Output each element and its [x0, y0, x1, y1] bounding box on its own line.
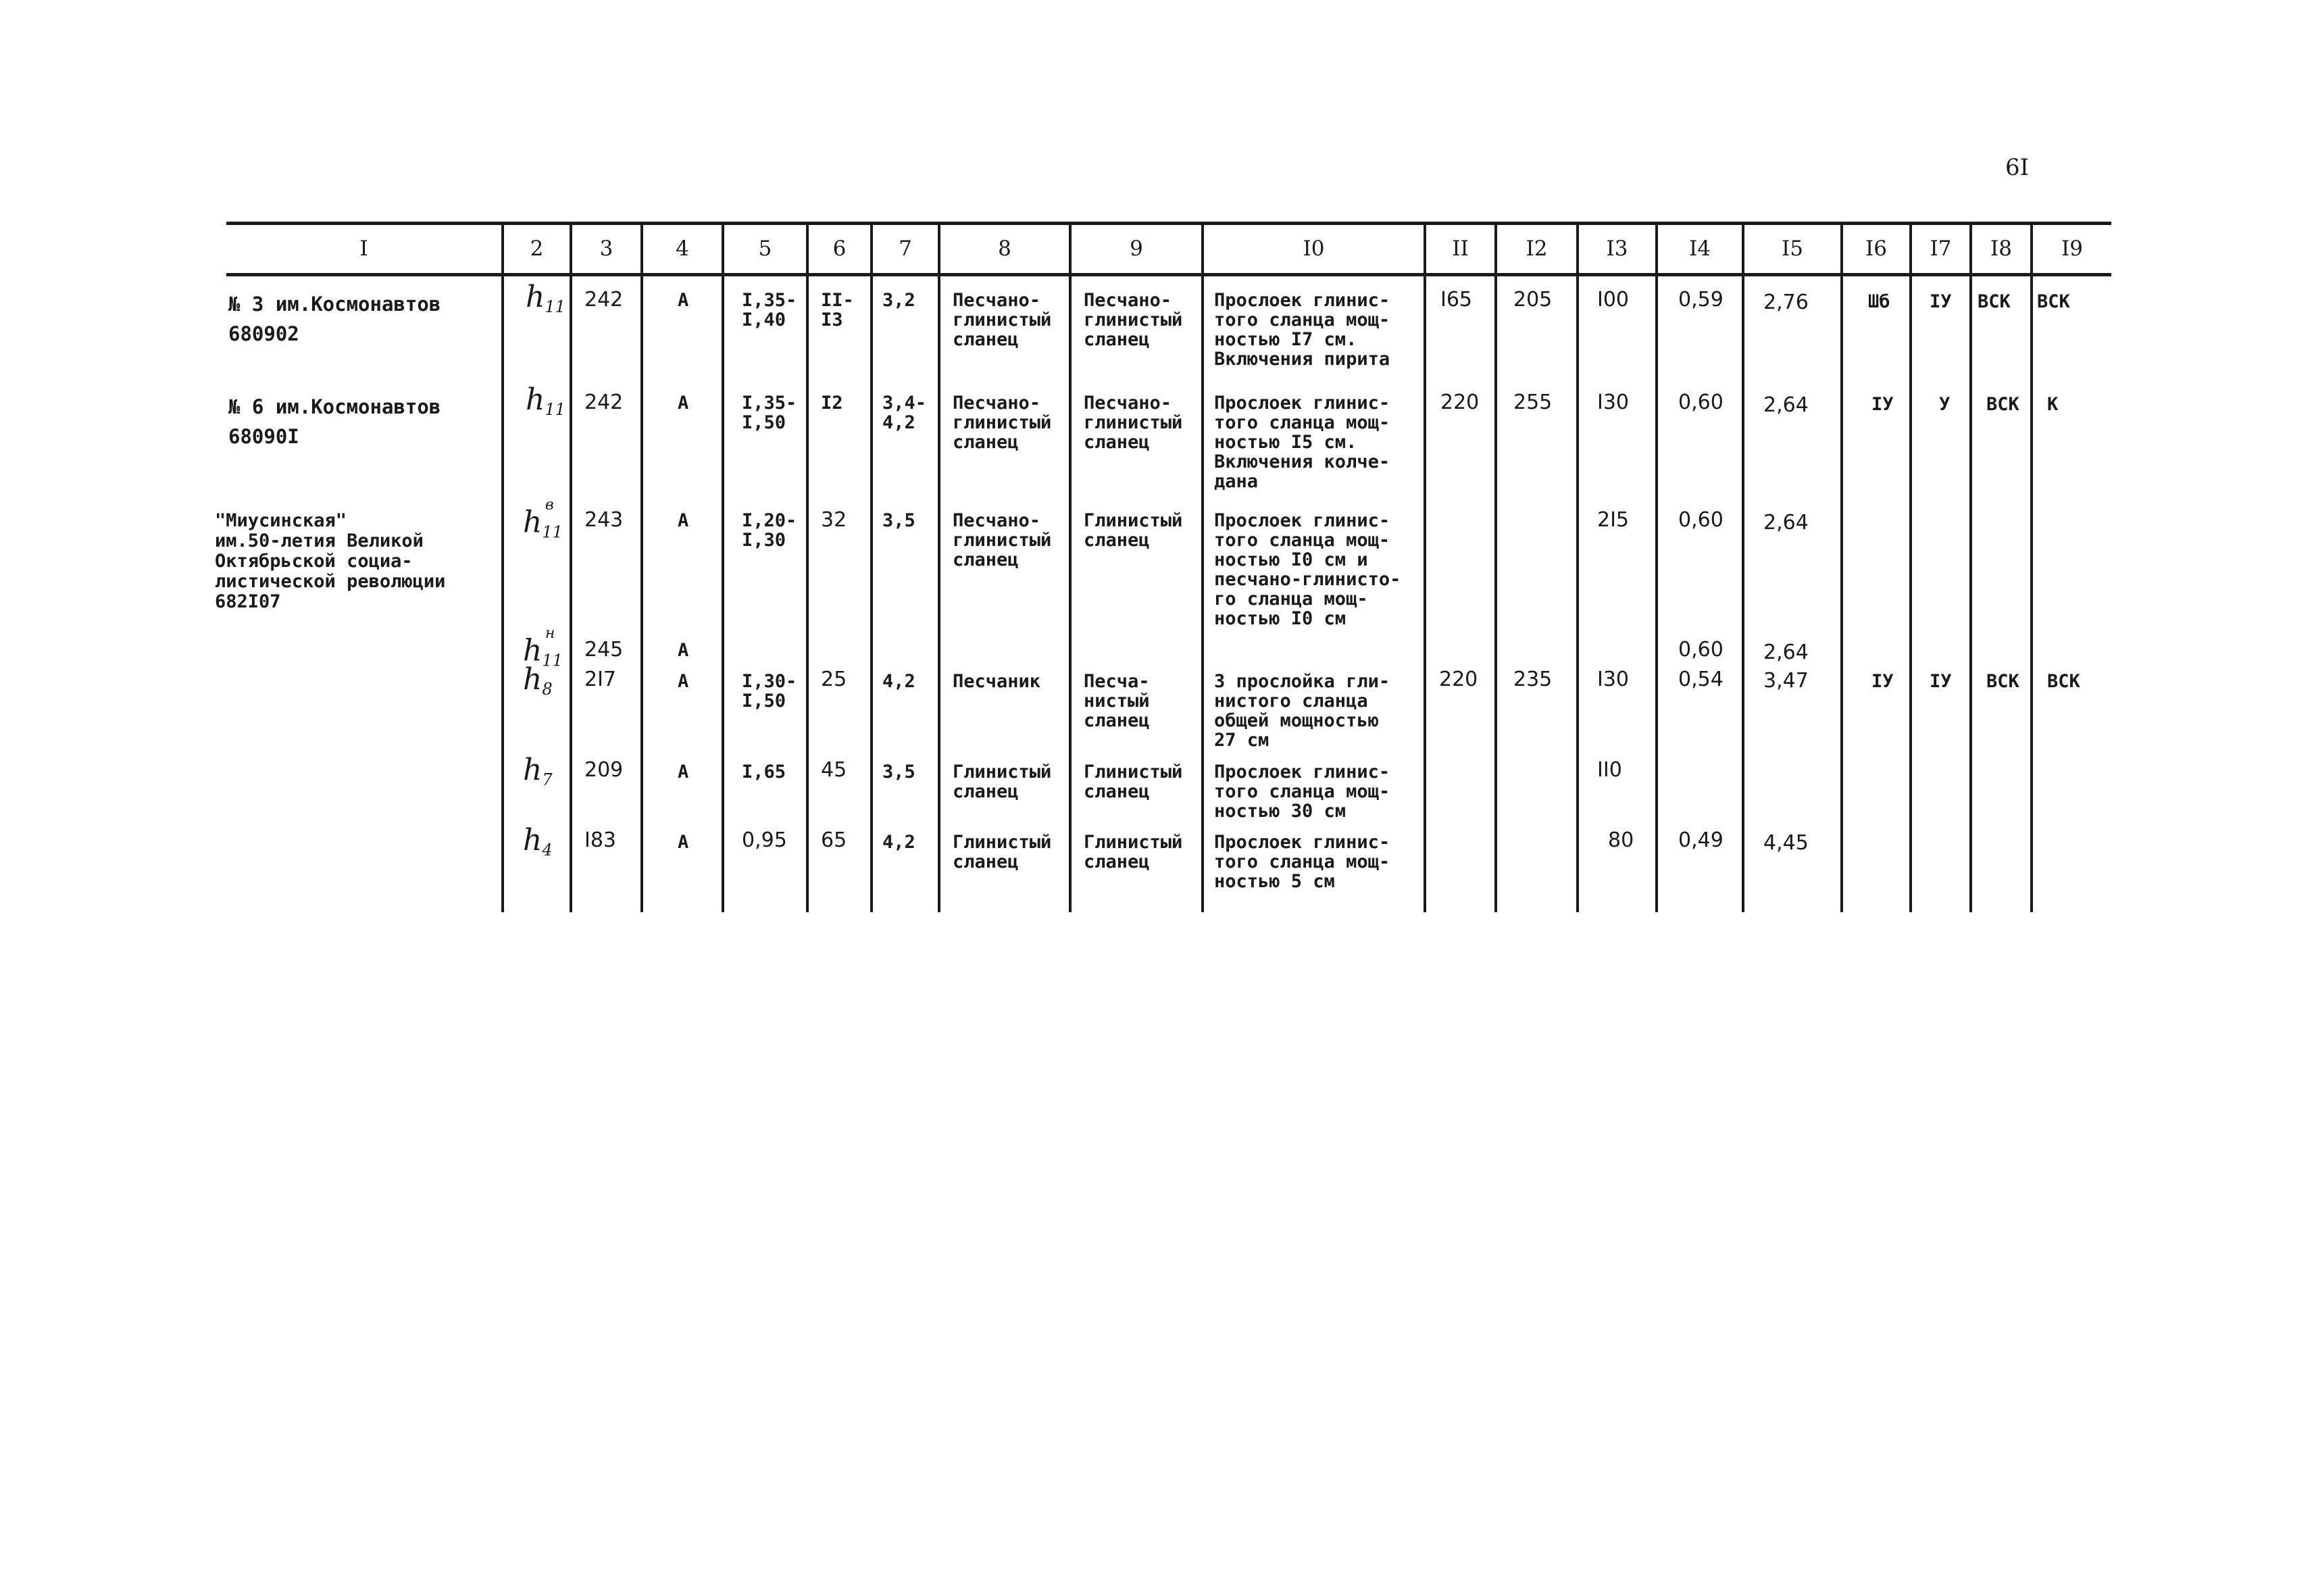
cell-9: Глинистый сланец — [1084, 510, 1183, 551]
cell-13: 80 — [1608, 828, 1634, 852]
column-header: 2 — [530, 236, 544, 261]
column-header: I7 — [1930, 236, 1952, 261]
seam-subscript: 7 — [542, 770, 553, 789]
cell-4: А — [678, 640, 689, 661]
seam-subscript: 11 — [545, 297, 565, 316]
column-divider — [1655, 223, 1658, 912]
cell-4: А — [678, 671, 689, 692]
cell-9: Глинистый сланец — [1084, 832, 1183, 872]
column-header: 3 — [599, 236, 613, 261]
cell-15: 2,64 — [1763, 641, 1809, 664]
seam-index — [523, 497, 563, 547]
cell-5: I,20- I,30 — [742, 510, 797, 551]
column-divider — [1069, 223, 1072, 912]
seam-letter: h — [526, 382, 545, 417]
cell-9: Песчано- глинистый сланец — [1084, 393, 1183, 453]
cell-3: 245 — [584, 638, 624, 662]
seam-letter: h — [526, 280, 545, 314]
cell-6: 25 — [821, 668, 847, 691]
cell-18: ВСК — [1978, 291, 2011, 312]
cell-4: А — [678, 393, 689, 414]
column-header: I — [359, 236, 368, 261]
cell-5: I,30- I,50 — [742, 671, 797, 712]
column-header: 4 — [676, 236, 689, 261]
cell-7: 3,4- 4,2 — [882, 393, 927, 433]
cell-15: 3,47 — [1763, 669, 1809, 693]
cell-15: 2,76 — [1763, 291, 1809, 314]
column-divider — [938, 223, 940, 912]
seam-subscript: 11 — [545, 400, 565, 419]
cell-12: 205 — [1513, 288, 1553, 311]
cell-13: I00 — [1597, 288, 1630, 311]
cell-4: А — [678, 290, 689, 311]
column-divider — [806, 223, 809, 912]
cell-5: I,35- I,40 — [742, 290, 797, 330]
cell-9: Песчано- глинистый сланец — [1084, 290, 1183, 350]
seam-index — [526, 282, 565, 322]
column-header: 6 — [832, 236, 847, 261]
column-divider — [501, 223, 504, 912]
cell-19: К — [2047, 394, 2059, 415]
column-divider — [2030, 223, 2033, 912]
cell-4: А — [678, 832, 689, 853]
cell-10: Прослоек глинис- того сланца мощ- ностью 5 см — [1214, 832, 1390, 892]
cell-8: Песчано- глинистый сланец — [953, 393, 1052, 453]
cell-10: Прослоек глинис- того сланца мощ- ностью 30 см — [1214, 762, 1390, 822]
cell-3: 209 — [584, 758, 624, 782]
cell-14: 0,49 — [1678, 828, 1724, 852]
column-divider — [1840, 223, 1843, 912]
cell-11: I65 — [1440, 288, 1473, 311]
table-top-rule — [226, 222, 2111, 225]
cell-17: IУ — [1930, 671, 1952, 692]
column-divider — [570, 223, 572, 912]
mine-name: № 6 им.Космонавтов 68090I — [228, 395, 441, 448]
cell-5: 0,95 — [742, 828, 787, 852]
seam-subscript: 4 — [542, 841, 553, 859]
cell-3: 243 — [584, 508, 624, 532]
cell-11: 220 — [1439, 668, 1478, 691]
cell-14: 0,59 — [1678, 288, 1724, 311]
seam-letter: h — [523, 662, 543, 697]
column-header: 7 — [899, 236, 912, 261]
column-header: I2 — [1526, 236, 1548, 261]
seam-letter: h — [523, 753, 543, 787]
column-divider — [1201, 223, 1204, 912]
mine-name: № 3 им.Космонавтов 680902 — [228, 293, 441, 345]
column-header: I4 — [1689, 236, 1711, 261]
column-header: I0 — [1303, 236, 1325, 261]
cell-17: IУ — [1930, 291, 1952, 312]
column-divider — [1494, 223, 1497, 912]
column-header: I9 — [2061, 236, 2083, 261]
column-divider — [870, 223, 873, 912]
column-header: 8 — [998, 236, 1011, 261]
cell-17: У — [1939, 394, 1951, 415]
column-header: 5 — [758, 236, 772, 261]
cell-9: Глинистый сланец — [1084, 762, 1183, 802]
cell-8: Глинистый сланец — [953, 762, 1052, 802]
cell-10: Прослоек глинис- того сланца мощ- ностью I5 см. Включения колче- дана — [1214, 393, 1390, 492]
cell-8: Песчаник — [953, 671, 1041, 692]
cell-3: 242 — [584, 288, 624, 311]
mine-name: "Миусинская" им.50-летия Великой Октябрьской социа- листической революции 682I07 — [215, 510, 446, 612]
header-bottom-rule — [226, 273, 2111, 276]
column-header: 9 — [1130, 236, 1143, 261]
seam-superscript: в — [545, 497, 554, 514]
cell-18: ВСК — [1986, 394, 2019, 415]
seam-index — [523, 755, 553, 795]
cell-19: ВСК — [2047, 671, 2080, 692]
seam-subscript: 11 — [542, 522, 563, 542]
cell-14: 0,60 — [1678, 508, 1724, 532]
cell-7: 4,2 — [882, 832, 915, 853]
cell-8: Песчано- глинистый сланец — [953, 510, 1052, 570]
seam-letter: h — [523, 633, 543, 668]
column-header: I5 — [1782, 236, 1803, 261]
cell-7: 3,5 — [882, 762, 915, 782]
cell-16: Шб — [1868, 291, 1890, 312]
column-divider — [1909, 223, 1912, 912]
page-number: 6I — [2005, 154, 2030, 181]
cell-12: 235 — [1513, 668, 1553, 691]
cell-3: I83 — [584, 828, 617, 852]
column-header: II — [1452, 236, 1469, 261]
cell-8: Глинистый сланец — [953, 832, 1052, 872]
seam-letter: h — [523, 505, 543, 540]
column-divider — [1969, 223, 1972, 912]
seam-index — [523, 662, 553, 704]
column-header: I3 — [1606, 236, 1628, 261]
cell-14: 0,60 — [1678, 391, 1724, 414]
cell-10: 3 прослойка гли- нистого сланца общей мощностью 27 см — [1214, 671, 1390, 751]
cell-14: 0,60 — [1678, 638, 1724, 662]
seam-subscript: 11 — [542, 651, 563, 670]
column-divider — [1742, 223, 1744, 912]
cell-13: II0 — [1597, 758, 1622, 782]
cell-6: I2 — [821, 393, 843, 414]
cell-15: 2,64 — [1763, 511, 1809, 534]
cell-6: II- I3 — [821, 290, 854, 330]
cell-15: 2,64 — [1763, 393, 1809, 417]
cell-13: I30 — [1597, 668, 1630, 691]
cell-19: ВСК — [2037, 291, 2070, 312]
seam-index — [523, 823, 553, 865]
cell-4: А — [678, 762, 689, 782]
cell-6: 45 — [821, 758, 847, 782]
cell-5: I,65 — [742, 762, 786, 782]
cell-13: 2I5 — [1597, 508, 1630, 532]
cell-8: Песчано- глинистый сланец — [953, 290, 1052, 350]
cell-15: 4,45 — [1763, 831, 1809, 855]
cell-14: 0,54 — [1678, 668, 1724, 691]
column-divider — [1576, 223, 1579, 912]
cell-18: ВСК — [1986, 671, 2019, 692]
cell-16: IУ — [1871, 671, 1894, 692]
cell-9: Песча- нистый сланец — [1084, 671, 1150, 731]
cell-6: 32 — [821, 508, 847, 532]
cell-12: 255 — [1513, 391, 1553, 414]
cell-11: 220 — [1440, 391, 1480, 414]
cell-7: 3,5 — [882, 510, 915, 531]
seam-superscript: н — [545, 625, 555, 642]
column-divider — [722, 223, 724, 912]
cell-7: 4,2 — [882, 671, 915, 692]
column-header: I8 — [1990, 236, 2012, 261]
cell-10: Прослоек глинис- того сланца мощ- ностью I0 см и песчано-глинисто- го сланца мощ- ностью I0 см — [1214, 510, 1401, 629]
cell-3: 2I7 — [584, 668, 617, 691]
cell-16: IУ — [1871, 394, 1894, 415]
seam-subscript: 8 — [542, 680, 553, 699]
column-header: I6 — [1865, 236, 1887, 261]
cell-13: I30 — [1597, 391, 1630, 414]
cell-6: 65 — [821, 828, 847, 852]
seam-letter: h — [523, 823, 543, 857]
cell-7: 3,2 — [882, 290, 915, 311]
column-divider — [640, 223, 643, 912]
seam-index — [526, 382, 565, 424]
cell-5: I,35- I,50 — [742, 393, 797, 433]
cell-10: Прослоек глинис- того сланца мощ- ностью I7 см. Включения пирита — [1214, 290, 1390, 370]
column-divider — [1424, 223, 1426, 912]
cell-4: А — [678, 510, 689, 531]
cell-3: 242 — [584, 391, 624, 414]
